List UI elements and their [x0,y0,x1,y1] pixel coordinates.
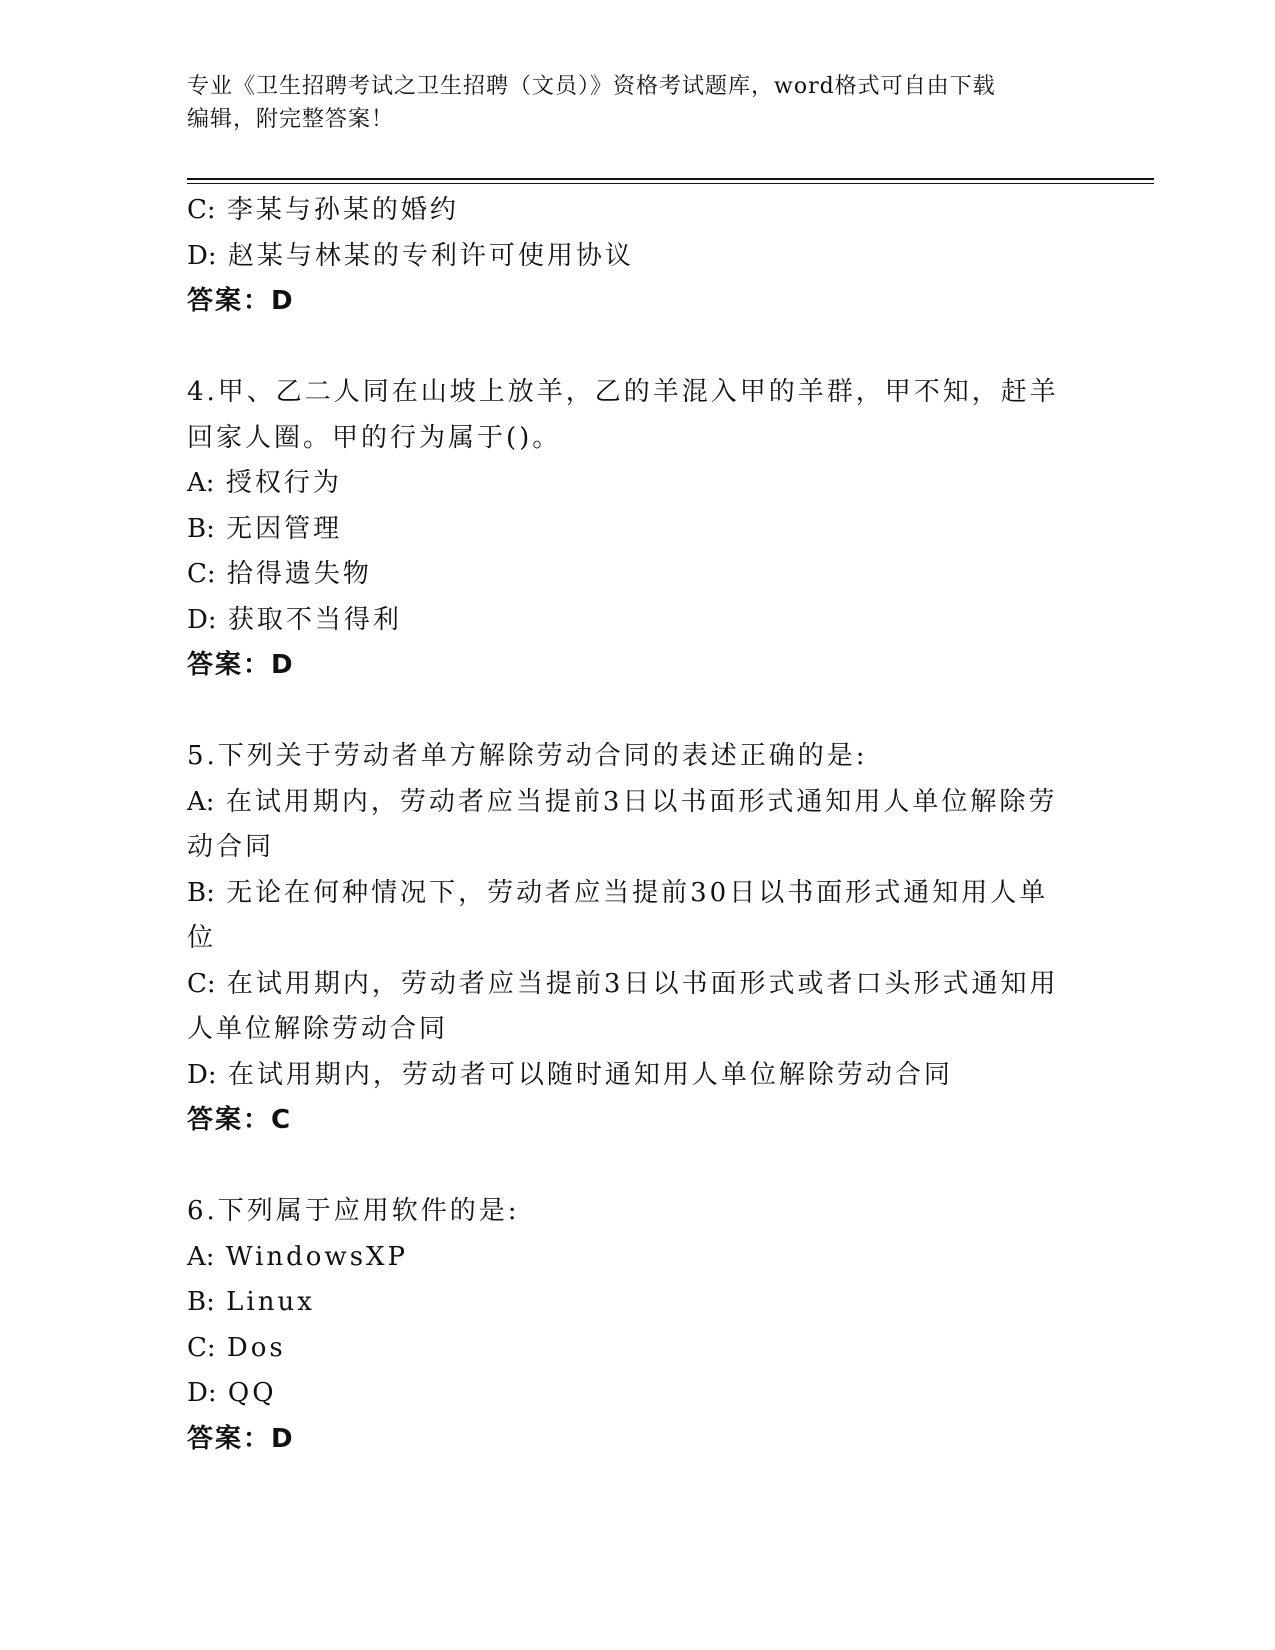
question-content [187,188,1087,1462]
option-label: D: [187,604,217,635]
option-text: 无因管理 [226,513,343,544]
option-text: 拾得遗失物 [226,559,372,589]
option-text: 获取不当得利 [227,604,402,635]
option-a-cont: 动合同 [187,832,275,862]
option-text: 在试用期内，劳动者可以随时通知用人单位解除劳动合同 [227,1059,953,1090]
option-c [187,188,1087,234]
question-stem: 5.下列关于劳动者单方解除劳动合同的表述正确的是: [187,741,868,771]
question-5 [187,734,1087,1144]
option-b-cont: 位 [187,923,217,953]
option-label: C: [187,559,216,589]
question-stem: 4.甲、乙二人同在山坡上放羊，乙的羊混入甲的羊群，甲不知，赶羊 [187,377,1059,407]
option-text: 李某与孙某的婚约 [226,195,459,225]
option-d [187,1053,1087,1099]
option-label: C: [187,968,216,999]
spacer [187,325,1087,371]
option-label: C: [187,195,216,225]
option-b [187,871,1087,917]
question-stem-cont: 回家人圈。甲的行为属于()。 [187,422,562,453]
option-text: Dos [226,1332,286,1363]
option-c [187,962,1087,1008]
question-4 [187,370,1087,689]
header-line-1: 专业《卫生招聘考试之卫生招聘（文员）》资格考试题库，word格式可自由下载 [187,74,996,99]
option-d [187,234,1087,280]
option-b [187,507,1087,553]
option-a [187,780,1087,826]
option-d [187,598,1087,644]
option-d [187,1371,1087,1417]
option-text: QQ [227,1378,277,1408]
header-divider [187,178,1154,184]
option-text: 赵某与林某的专利许可使用协议 [227,240,634,271]
spacer [187,689,1087,735]
option-label: A: [187,786,215,817]
option-a [187,461,1087,507]
header-line-2: 编辑，附完整答案！ [187,107,395,132]
option-text: Linux [226,1287,315,1317]
option-label: D: [187,240,217,271]
option-a [187,1235,1087,1281]
question-stem: 6.下列属于应用软件的是: [187,1196,520,1226]
option-label: B: [187,877,215,908]
option-label: B: [187,513,215,544]
option-label: B: [187,1287,215,1317]
answer: 答案：C [187,1105,293,1135]
option-label: D: [187,1378,217,1408]
option-c [187,552,1087,598]
page-header [187,70,1087,136]
answer: 答案：D [187,286,295,316]
option-label: A: [187,1241,215,1272]
option-text: 在试用期内，劳动者应当提前3日以书面形式或者口头形式通知用 [226,968,1059,999]
answer: 答案：D [187,650,295,680]
option-text: 无论在何种情况下，劳动者应当提前30日以书面形式通知用人单 [226,877,1049,908]
option-text: WindowsXP [225,1241,409,1272]
option-label: D: [187,1059,217,1090]
option-label: A: [187,468,215,498]
question-6 [187,1189,1087,1462]
question-3-tail [187,188,1087,325]
option-c-cont: 人单位解除劳动合同 [187,1014,449,1044]
option-label: C: [187,1332,216,1363]
option-b [187,1280,1087,1326]
option-c [187,1326,1087,1372]
option-text: 授权行为 [225,468,342,498]
option-text: 在试用期内，劳动者应当提前3日以书面形式通知用人单位解除劳 [225,786,1058,817]
answer: 答案：D [187,1423,295,1454]
spacer [187,1144,1087,1190]
